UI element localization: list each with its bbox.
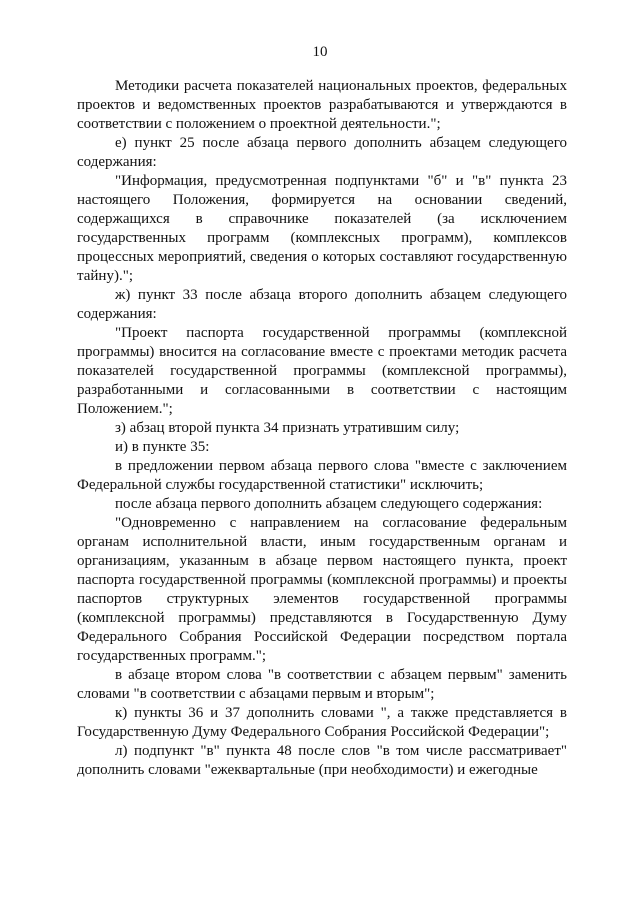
paragraph: после абзаца первого дополнить абзацем следующего содержания: [115,496,543,512]
paragraph: к) пункты 36 и 37 дополнить словами ", а также представляется в Государственную Думу Федерального Собрания Российской Федерации"; [77,705,567,740]
paragraph: и) в пункте 35: [115,439,210,455]
page-number: 10 [312,44,328,60]
paragraph: е) пункт 25 после абзаца первого дополнить абзацем следующего содержания: [77,135,567,170]
paragraph: "Проект паспорта государственной программы (комплексной программы) вносится на согласование вместе с проектами методик расчета показателей государственной программы (комплексной программы), разработанными и согласованными в соответствии с настоящим Положением."; [77,325,567,417]
paragraph: "Информация, предусмотренная подпунктами "б" и "в" пункта 23 настоящего Положения, формируется на основании сведений, содержащихся в справочнике показателей (за исключением государственных программ (комплексных программ), комплексов процессных мероприятий, сведения о которых составляют государственную тайну)."; [77,173,567,284]
paragraph: Методики расчета показателей национальных проектов, федеральных проектов и ведомственных проектов разрабатываются и утверждаются в соответствии с положением о проектной деятельности."; [77,78,567,132]
paragraph: ж) пункт 33 после абзаца второго дополнить абзацем следующего содержания: [77,287,567,322]
paragraph: "Одновременно с направлением на согласование федеральным органам исполнительной власти, иным государственным органам и организациям, указанным в абзаце первом настоящего пункта, проект паспорта государственной программы (комплексной программы) и проекты паспортов структурных элементов государственной программы (комплексной программы) представляются в Государственную Думу Федерального Собрания Российской Федерации посредством портала государственных программ."; [77,515,567,664]
document-body [77,77,567,780]
paragraph: з) абзац второй пункта 34 признать утратившим силу; [115,420,460,436]
paragraph: л) подпункт "в" пункта 48 после слов "в том числе рассматривает" дополнить словами "ежеквартальные (при необходимости) и ежегодные [77,743,567,778]
paragraph: в предложении первом абзаца первого слова "вместе с заключением Федеральной службы государственной статистики" исключить; [77,458,567,493]
paragraph: в абзаце втором слова "в соответствии с абзацем первым" заменить словами "в соответствии с абзацами первым и вторым"; [77,667,567,702]
